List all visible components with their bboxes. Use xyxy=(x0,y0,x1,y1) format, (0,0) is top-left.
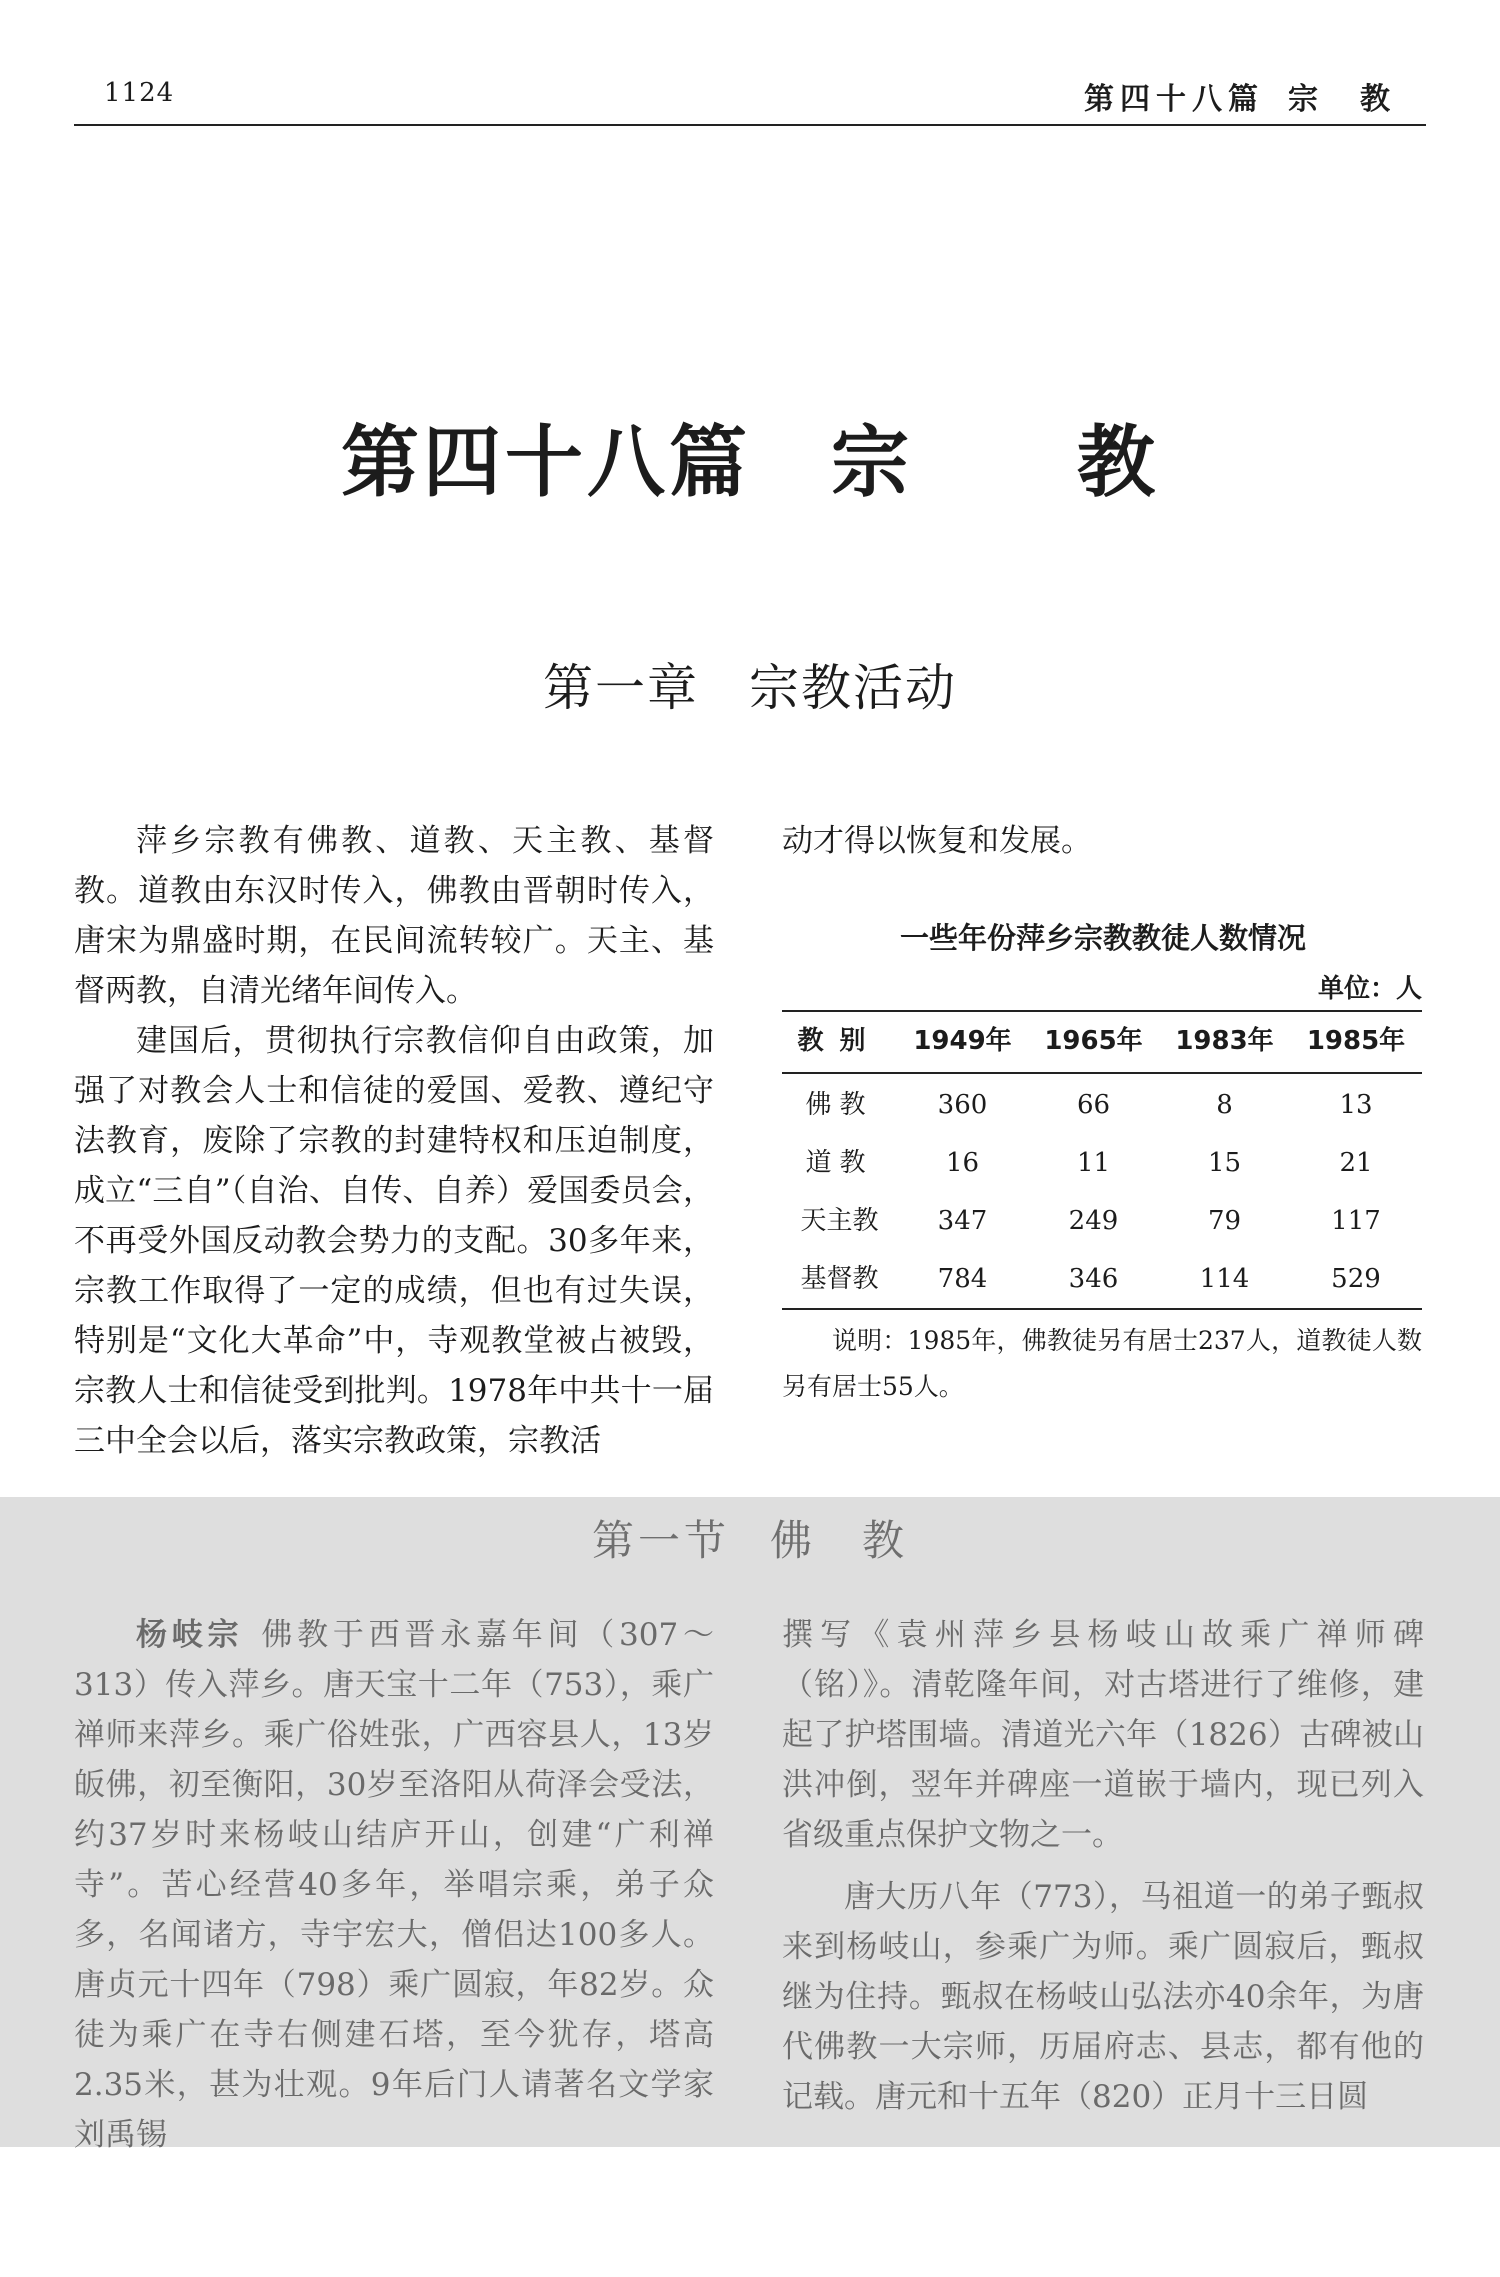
section-name: 佛 教 xyxy=(770,1516,909,1565)
table-row xyxy=(782,1134,1422,1192)
section-left-column xyxy=(74,1610,714,2160)
table-unit: 单位：人 xyxy=(1317,974,1422,1004)
intro-right-column xyxy=(782,816,1424,866)
table-cell: 15 xyxy=(1207,1148,1242,1178)
intro-left-column xyxy=(74,816,714,1466)
table-cell: 13 xyxy=(1339,1090,1373,1120)
table-bottom-rule xyxy=(782,1308,1422,1310)
chapter-name: 宗教活动 xyxy=(749,659,957,717)
section-paragraph: 唐大历八年（773），马祖道一的弟子甄叔来到杨岐山，参乘广为师。乘广圆寂后，甄叔继为住持。甄叔在杨岐山弘法亦40余年，为唐代佛教一大宗师，历届府志、县志，都有他的记载。唐元和十五年（820）正月十三日圆 xyxy=(782,1879,1424,2115)
table-cell: 11 xyxy=(1076,1148,1111,1178)
section-paragraph: 撰写《袁州萍乡县杨岐山故乘广禅师碑（铭）》。清乾隆年间，对古塔进行了维修，建起了护塔围墙。清道光六年（1826）古碑被山洪冲倒，翌年并碑座一道嵌于墙内，现已列入省级重点保护文物之一。 xyxy=(782,1617,1425,1853)
running-header xyxy=(1084,74,1396,118)
part-title-subject: 宗 教 xyxy=(831,417,1160,508)
table-cell: 346 xyxy=(1068,1264,1119,1294)
table-cell: 784 xyxy=(937,1264,988,1294)
table-header-rule xyxy=(782,1072,1422,1074)
running-header-part: 第四十八篇 xyxy=(1084,82,1264,117)
table-cell: 16 xyxy=(945,1148,980,1178)
section-right-column xyxy=(782,1610,1424,2122)
running-header-subject: 宗 教 xyxy=(1288,82,1396,117)
intro-continuation: 动才得以恢复和发展。 xyxy=(782,823,1092,859)
table-header-cell: 1949年 xyxy=(913,1026,1012,1056)
table-title: 一些年份萍乡宗教教徒人数情况 xyxy=(899,921,1306,955)
table-cell: 79 xyxy=(1207,1206,1242,1236)
table-header-row xyxy=(782,1012,1422,1070)
section-paragraph-text: 佛教于西晋永嘉年间（307～313）传入萍乡。唐天宝十二年（753），乘广禅师来萍乡。乘广俗姓张，广西容县人，13岁皈佛，初至衡阳，30岁至洛阳从荷泽会受法，约37岁时来杨岐山结庐开山，创建“广利禅寺”。苦心经营40多年，举唱宗乘，弟子众多，名闻诸方，寺宇宏大，僧侣达100多人。唐贞元十四年（798）乘广圆寂，年82岁。众徒为乘广在寺右侧建石塔，至今犹存，塔高2.35米，甚为壮观。9年后门人请著名文学家刘禹锡 xyxy=(74,1617,715,2153)
table-row xyxy=(782,1192,1422,1250)
table-cell: 117 xyxy=(1331,1206,1381,1236)
table-cell: 天主教 xyxy=(800,1206,879,1236)
header-rule xyxy=(74,124,1426,126)
intro-paragraph: 萍乡宗教有佛教、道教、天主教、基督教。道教由东汉时传入，佛教由晋朝时传入，唐宋为鼎盛时期，在民间流转较广。天主、基督两教，自清光绪年间传入。 xyxy=(74,823,714,1009)
table-cell: 114 xyxy=(1199,1264,1250,1294)
table-row xyxy=(782,1250,1422,1308)
table-row xyxy=(782,1076,1422,1134)
intro-paragraph: 建国后，贯彻执行宗教信仰自由政策，加强了对教会人士和信徒的爱国、爱教、遵纪守法教育，废除了宗教的封建特权和压迫制度，成立“三自”（自治、自传、自养）爱国委员会，不再受外国反动教会势力的支配。30多年来，宗教工作取得了一定的成绩，但也有过失误，特别是“文化大革命”中，寺观教堂被占被毁，宗教人士和信徒受到批判。1978年中共十一届三中全会以后，落实宗教政策，宗教活 xyxy=(74,1023,714,1459)
table-cell: 249 xyxy=(1068,1206,1119,1236)
table-cell: 佛教 xyxy=(805,1090,874,1120)
table-cell: 道教 xyxy=(805,1148,874,1178)
table-cell: 8 xyxy=(1216,1090,1233,1120)
chapter-number: 第一章 xyxy=(543,659,699,717)
part-title xyxy=(0,400,1500,512)
section-number: 第一节 xyxy=(591,1516,730,1565)
table-header-cell: 1965年 xyxy=(1044,1026,1143,1056)
part-title-number: 第四十八篇 xyxy=(340,417,751,508)
table-note: 说明：1985年，佛教徒另有居士237人，道教徒人数另有居士55人。 xyxy=(782,1326,1422,1401)
table-cell: 347 xyxy=(937,1206,988,1236)
chapter-title xyxy=(0,648,1500,720)
page-number: 1124 xyxy=(104,78,175,108)
table-header-cell: 1983年 xyxy=(1175,1026,1274,1056)
table-cell: 66 xyxy=(1076,1090,1111,1120)
table-header-cell: 教别 xyxy=(797,1026,882,1056)
section-title xyxy=(0,1508,1500,1568)
table-cell: 基督教 xyxy=(800,1264,879,1294)
table-cell: 529 xyxy=(1331,1264,1381,1294)
table-header-cell: 1985年 xyxy=(1306,1026,1406,1056)
table-cell: 21 xyxy=(1339,1148,1373,1178)
table-cell: 360 xyxy=(937,1090,988,1120)
lead-term: 杨岐宗 xyxy=(136,1617,244,1653)
section-paragraph xyxy=(74,1610,714,2160)
